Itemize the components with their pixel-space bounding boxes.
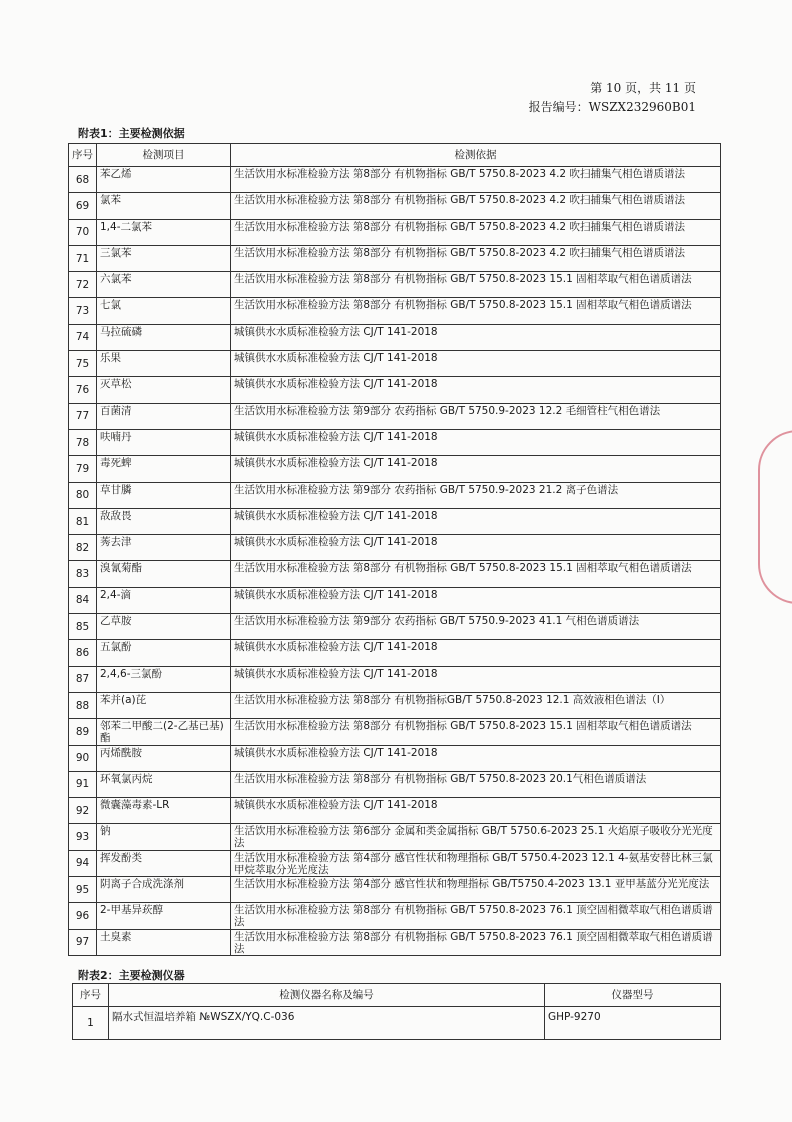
table-row (69, 614, 721, 640)
header-item: 检测项目 (97, 144, 231, 167)
instrument-name: 隔水式恒温培养箱 №WSZX/YQ.C-036 (109, 1007, 545, 1040)
test-basis: 城镇供水水质标准检验方法 CJ/T 141-2018 (231, 535, 721, 561)
test-basis: 城镇供水水质标准检验方法 CJ/T 141-2018 (231, 429, 721, 455)
test-item: 丙烯酰胺 (97, 745, 231, 771)
row-index: 86 (69, 640, 97, 666)
row-index: 75 (69, 351, 97, 377)
table-row (69, 850, 721, 876)
row-index: 68 (69, 167, 97, 193)
row-index: 77 (69, 403, 97, 429)
row-index: 69 (69, 193, 97, 219)
table-row (69, 719, 721, 745)
row-index: 96 (69, 903, 97, 929)
table-row (69, 508, 721, 534)
test-basis: 生活饮用水标准检验方法 第6部分 金属和类金属指标 GB/T 5750.6-2023 25.1 火焰原子吸收分光光度法 (231, 824, 721, 850)
test-basis: 生活饮用水标准检验方法 第8部分 有机物指标 GB/T 5750.8-2023 4.2 吹扫捕集气相色谱质谱法 (231, 167, 721, 193)
test-item: 灭草松 (97, 377, 231, 403)
table-row (69, 377, 721, 403)
test-item: 环氧氯丙烷 (97, 771, 231, 797)
test-basis: 生活饮用水标准检验方法 第8部分 有机物指标 GB/T 5750.8-2023 15.1 固相萃取气相色谱质谱法 (231, 719, 721, 745)
test-item: 七氯 (97, 298, 231, 324)
table-header-row (69, 144, 721, 167)
row-index: 70 (69, 219, 97, 245)
test-basis: 生活饮用水标准检验方法 第8部分 有机物指标 GB/T 5750.8-2023 76.1 顶空固相微萃取气相色谱质谱法 (231, 929, 721, 955)
row-index: 74 (69, 324, 97, 350)
table-row (69, 429, 721, 455)
test-basis: 生活饮用水标准检验方法 第8部分 有机物指标 GB/T 5750.8-2023 15.1 固相萃取气相色谱质谱法 (231, 272, 721, 298)
test-item: 2,4-滴 (97, 587, 231, 613)
test-basis: 城镇供水水质标准检验方法 CJ/T 141-2018 (231, 456, 721, 482)
test-item: 敌敌畏 (97, 508, 231, 534)
row-index: 80 (69, 482, 97, 508)
table1-title: 附表1：主要检测依据 (78, 127, 185, 140)
row-index: 83 (69, 561, 97, 587)
test-item: 钠 (97, 824, 231, 850)
row-index: 95 (69, 877, 97, 903)
test-basis: 生活饮用水标准检验方法 第4部分 感官性状和物理指标 GB/T5750.4-2023 13.1 亚甲基蓝分光光度法 (231, 877, 721, 903)
table-row (69, 798, 721, 824)
test-item: 百菌清 (97, 403, 231, 429)
test-item: 苯并(a)芘 (97, 692, 231, 718)
table-row (69, 929, 721, 955)
row-index: 93 (69, 824, 97, 850)
test-item: 2,4,6-三氯酚 (97, 666, 231, 692)
test-basis: 生活饮用水标准检验方法 第9部分 农药指标 GB/T 5750.9-2023 12.2 毛细管柱气相色谱法 (231, 403, 721, 429)
row-index: 87 (69, 666, 97, 692)
test-basis: 生活饮用水标准检验方法 第4部分 感官性状和物理指标 GB/T 5750.4-2023 12.1 4-氨基安替比林三氯甲烷萃取分光光度法 (231, 850, 721, 876)
test-item: 微囊藻毒素-LR (97, 798, 231, 824)
red-seal-stamp (758, 430, 792, 604)
test-item: 三氯苯 (97, 245, 231, 271)
table-row (73, 1007, 721, 1040)
detection-basis-table (68, 143, 721, 956)
test-basis: 城镇供水水质标准检验方法 CJ/T 141-2018 (231, 666, 721, 692)
test-item: 挥发酚类 (97, 850, 231, 876)
table-row (69, 771, 721, 797)
test-basis: 生活饮用水标准检验方法 第8部分 有机物指标 GB/T 5750.8-2023 15.1 固相萃取气相色谱质谱法 (231, 298, 721, 324)
row-index: 91 (69, 771, 97, 797)
test-item: 乐果 (97, 351, 231, 377)
test-basis: 生活饮用水标准检验方法 第8部分 有机物指标 GB/T 5750.8-2023 15.1 固相萃取气相色谱质谱法 (231, 561, 721, 587)
table-row (69, 219, 721, 245)
test-basis: 生活饮用水标准检验方法 第8部分 有机物指标 GB/T 5750.8-2023 20.1气相色谱质谱法 (231, 771, 721, 797)
test-basis: 城镇供水水质标准检验方法 CJ/T 141-2018 (231, 351, 721, 377)
table-row (69, 666, 721, 692)
test-basis: 生活饮用水标准检验方法 第8部分 有机物指标GB/T 5750.8-2023 12.1 高效液相色谱法（Ⅰ） (231, 692, 721, 718)
instrument-model: GHP-9270 (545, 1007, 721, 1040)
test-item: 溴氰菊酯 (97, 561, 231, 587)
row-index: 85 (69, 614, 97, 640)
header-model: 仪器型号 (545, 984, 721, 1007)
table-row (69, 351, 721, 377)
row-index: 81 (69, 508, 97, 534)
header-index: 序号 (69, 144, 97, 167)
table-row (69, 640, 721, 666)
table-row (69, 535, 721, 561)
test-basis: 生活饮用水标准检验方法 第8部分 有机物指标 GB/T 5750.8-2023 4.2 吹扫捕集气相色谱质谱法 (231, 219, 721, 245)
table-row (69, 324, 721, 350)
test-basis: 城镇供水水质标准检验方法 CJ/T 141-2018 (231, 798, 721, 824)
report-number: 报告编号：WSZX232960B01 (528, 100, 696, 114)
test-item: 土臭素 (97, 929, 231, 955)
table-row (69, 745, 721, 771)
table-row (69, 903, 721, 929)
header-instrument: 检测仪器名称及编号 (109, 984, 545, 1007)
page-number: 第 10 页，共 11 页 (590, 81, 696, 95)
test-item: 草甘膦 (97, 482, 231, 508)
table-row (69, 456, 721, 482)
row-index: 89 (69, 719, 97, 745)
test-item: 邻苯二甲酸二(2-乙基已基)酯 (97, 719, 231, 745)
table-row (69, 692, 721, 718)
row-index: 72 (69, 272, 97, 298)
table2-title: 附表2：主要检测仪器 (78, 969, 185, 982)
test-item: 呋喃丹 (97, 429, 231, 455)
test-basis: 城镇供水水质标准检验方法 CJ/T 141-2018 (231, 745, 721, 771)
row-index: 97 (69, 929, 97, 955)
test-basis: 城镇供水水质标准检验方法 CJ/T 141-2018 (231, 324, 721, 350)
test-basis: 生活饮用水标准检验方法 第8部分 有机物指标 GB/T 5750.8-2023 76.1 顶空固相微萃取气相色谱质谱法 (231, 903, 721, 929)
table-row (69, 482, 721, 508)
test-basis: 生活饮用水标准检验方法 第8部分 有机物指标 GB/T 5750.8-2023 4.2 吹扫捕集气相色谱质谱法 (231, 245, 721, 271)
table-row (69, 245, 721, 271)
table-header-row (73, 984, 721, 1007)
row-index: 82 (69, 535, 97, 561)
row-index: 76 (69, 377, 97, 403)
table-row (69, 272, 721, 298)
table-row (69, 824, 721, 850)
test-item: 莠去津 (97, 535, 231, 561)
instrument-table (72, 983, 721, 1040)
test-basis: 生活饮用水标准检验方法 第8部分 有机物指标 GB/T 5750.8-2023 4.2 吹扫捕集气相色谱质谱法 (231, 193, 721, 219)
header-basis: 检测依据 (231, 144, 721, 167)
test-basis: 城镇供水水质标准检验方法 CJ/T 141-2018 (231, 508, 721, 534)
table-row (69, 167, 721, 193)
test-basis: 生活饮用水标准检验方法 第9部分 农药指标 GB/T 5750.9-2023 41.1 气相色谱质谱法 (231, 614, 721, 640)
table-row (69, 298, 721, 324)
test-basis: 城镇供水水质标准检验方法 CJ/T 141-2018 (231, 587, 721, 613)
row-index: 88 (69, 692, 97, 718)
table-row (69, 403, 721, 429)
table-row (69, 877, 721, 903)
row-index: 84 (69, 587, 97, 613)
test-item: 乙草胺 (97, 614, 231, 640)
test-item: 马拉硫磷 (97, 324, 231, 350)
row-index: 73 (69, 298, 97, 324)
table-row (69, 561, 721, 587)
test-basis: 城镇供水水质标准检验方法 CJ/T 141-2018 (231, 377, 721, 403)
row-index: 92 (69, 798, 97, 824)
row-index: 90 (69, 745, 97, 771)
test-item: 阴离子合成洗涤剂 (97, 877, 231, 903)
test-item: 苯乙烯 (97, 167, 231, 193)
row-index: 1 (73, 1007, 109, 1040)
row-index: 78 (69, 429, 97, 455)
test-item: 氯苯 (97, 193, 231, 219)
table-row (69, 587, 721, 613)
test-basis: 城镇供水水质标准检验方法 CJ/T 141-2018 (231, 640, 721, 666)
row-index: 94 (69, 850, 97, 876)
test-basis: 生活饮用水标准检验方法 第9部分 农药指标 GB/T 5750.9-2023 21.2 离子色谱法 (231, 482, 721, 508)
row-index: 71 (69, 245, 97, 271)
test-item: 2-甲基异莰醇 (97, 903, 231, 929)
header-index: 序号 (73, 984, 109, 1007)
test-item: 五氯酚 (97, 640, 231, 666)
table-row (69, 193, 721, 219)
test-item: 六氯苯 (97, 272, 231, 298)
test-item: 毒死蜱 (97, 456, 231, 482)
test-item: 1,4-二氯苯 (97, 219, 231, 245)
row-index: 79 (69, 456, 97, 482)
